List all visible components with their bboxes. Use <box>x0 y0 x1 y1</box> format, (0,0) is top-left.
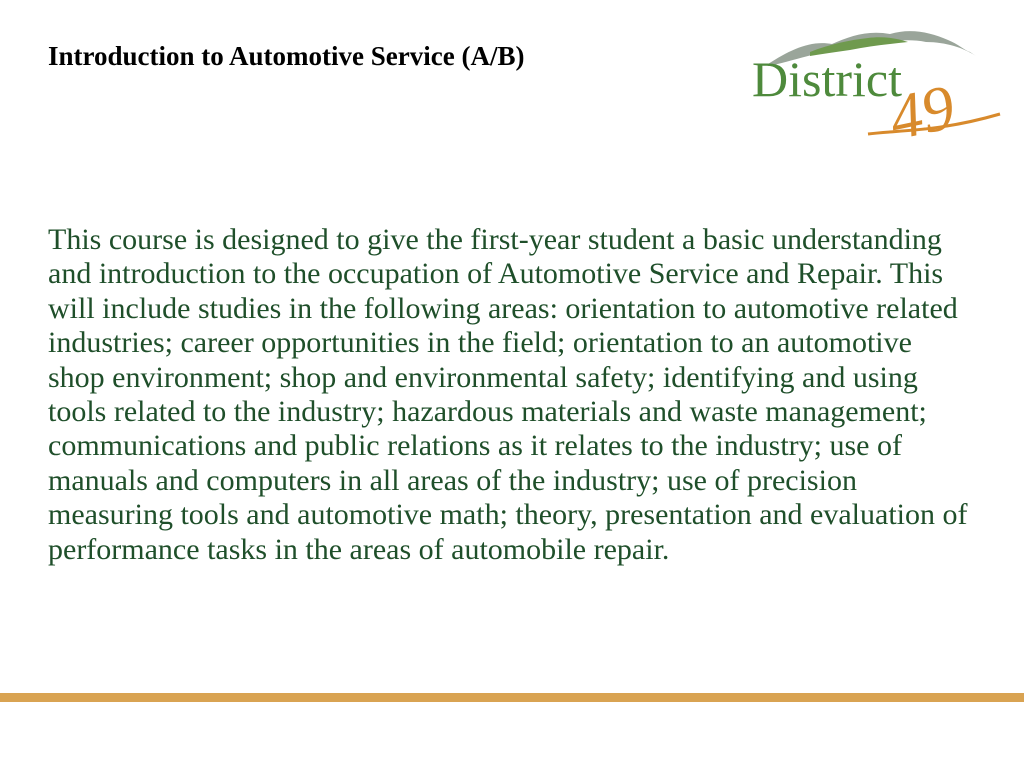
course-description: This course is designed to give the first-year student a basic understanding and introduction to the occupation of Automotive Service and Repair. This will include studies in the following areas: orientation to automotive related industries; career opportunities in the field; orientation to an automotive shop environment; shop and environmental safety; identifying and using tools related to the industry; hazardous materials and waste management; communications and public relations as it relates to the industry; use of manuals and computers in all areas of the industry; use of precision measuring tools and automotive math; theory, presentation and evaluation of performance tasks in the areas of automobile repair. <box>48 223 968 566</box>
logo-number: 49 <box>883 70 961 154</box>
district-49-logo <box>750 22 1004 154</box>
slide-title: Introduction to Automotive Service (A/B) <box>48 41 525 71</box>
logo-word: District <box>752 51 902 107</box>
footer-divider <box>0 693 1024 702</box>
